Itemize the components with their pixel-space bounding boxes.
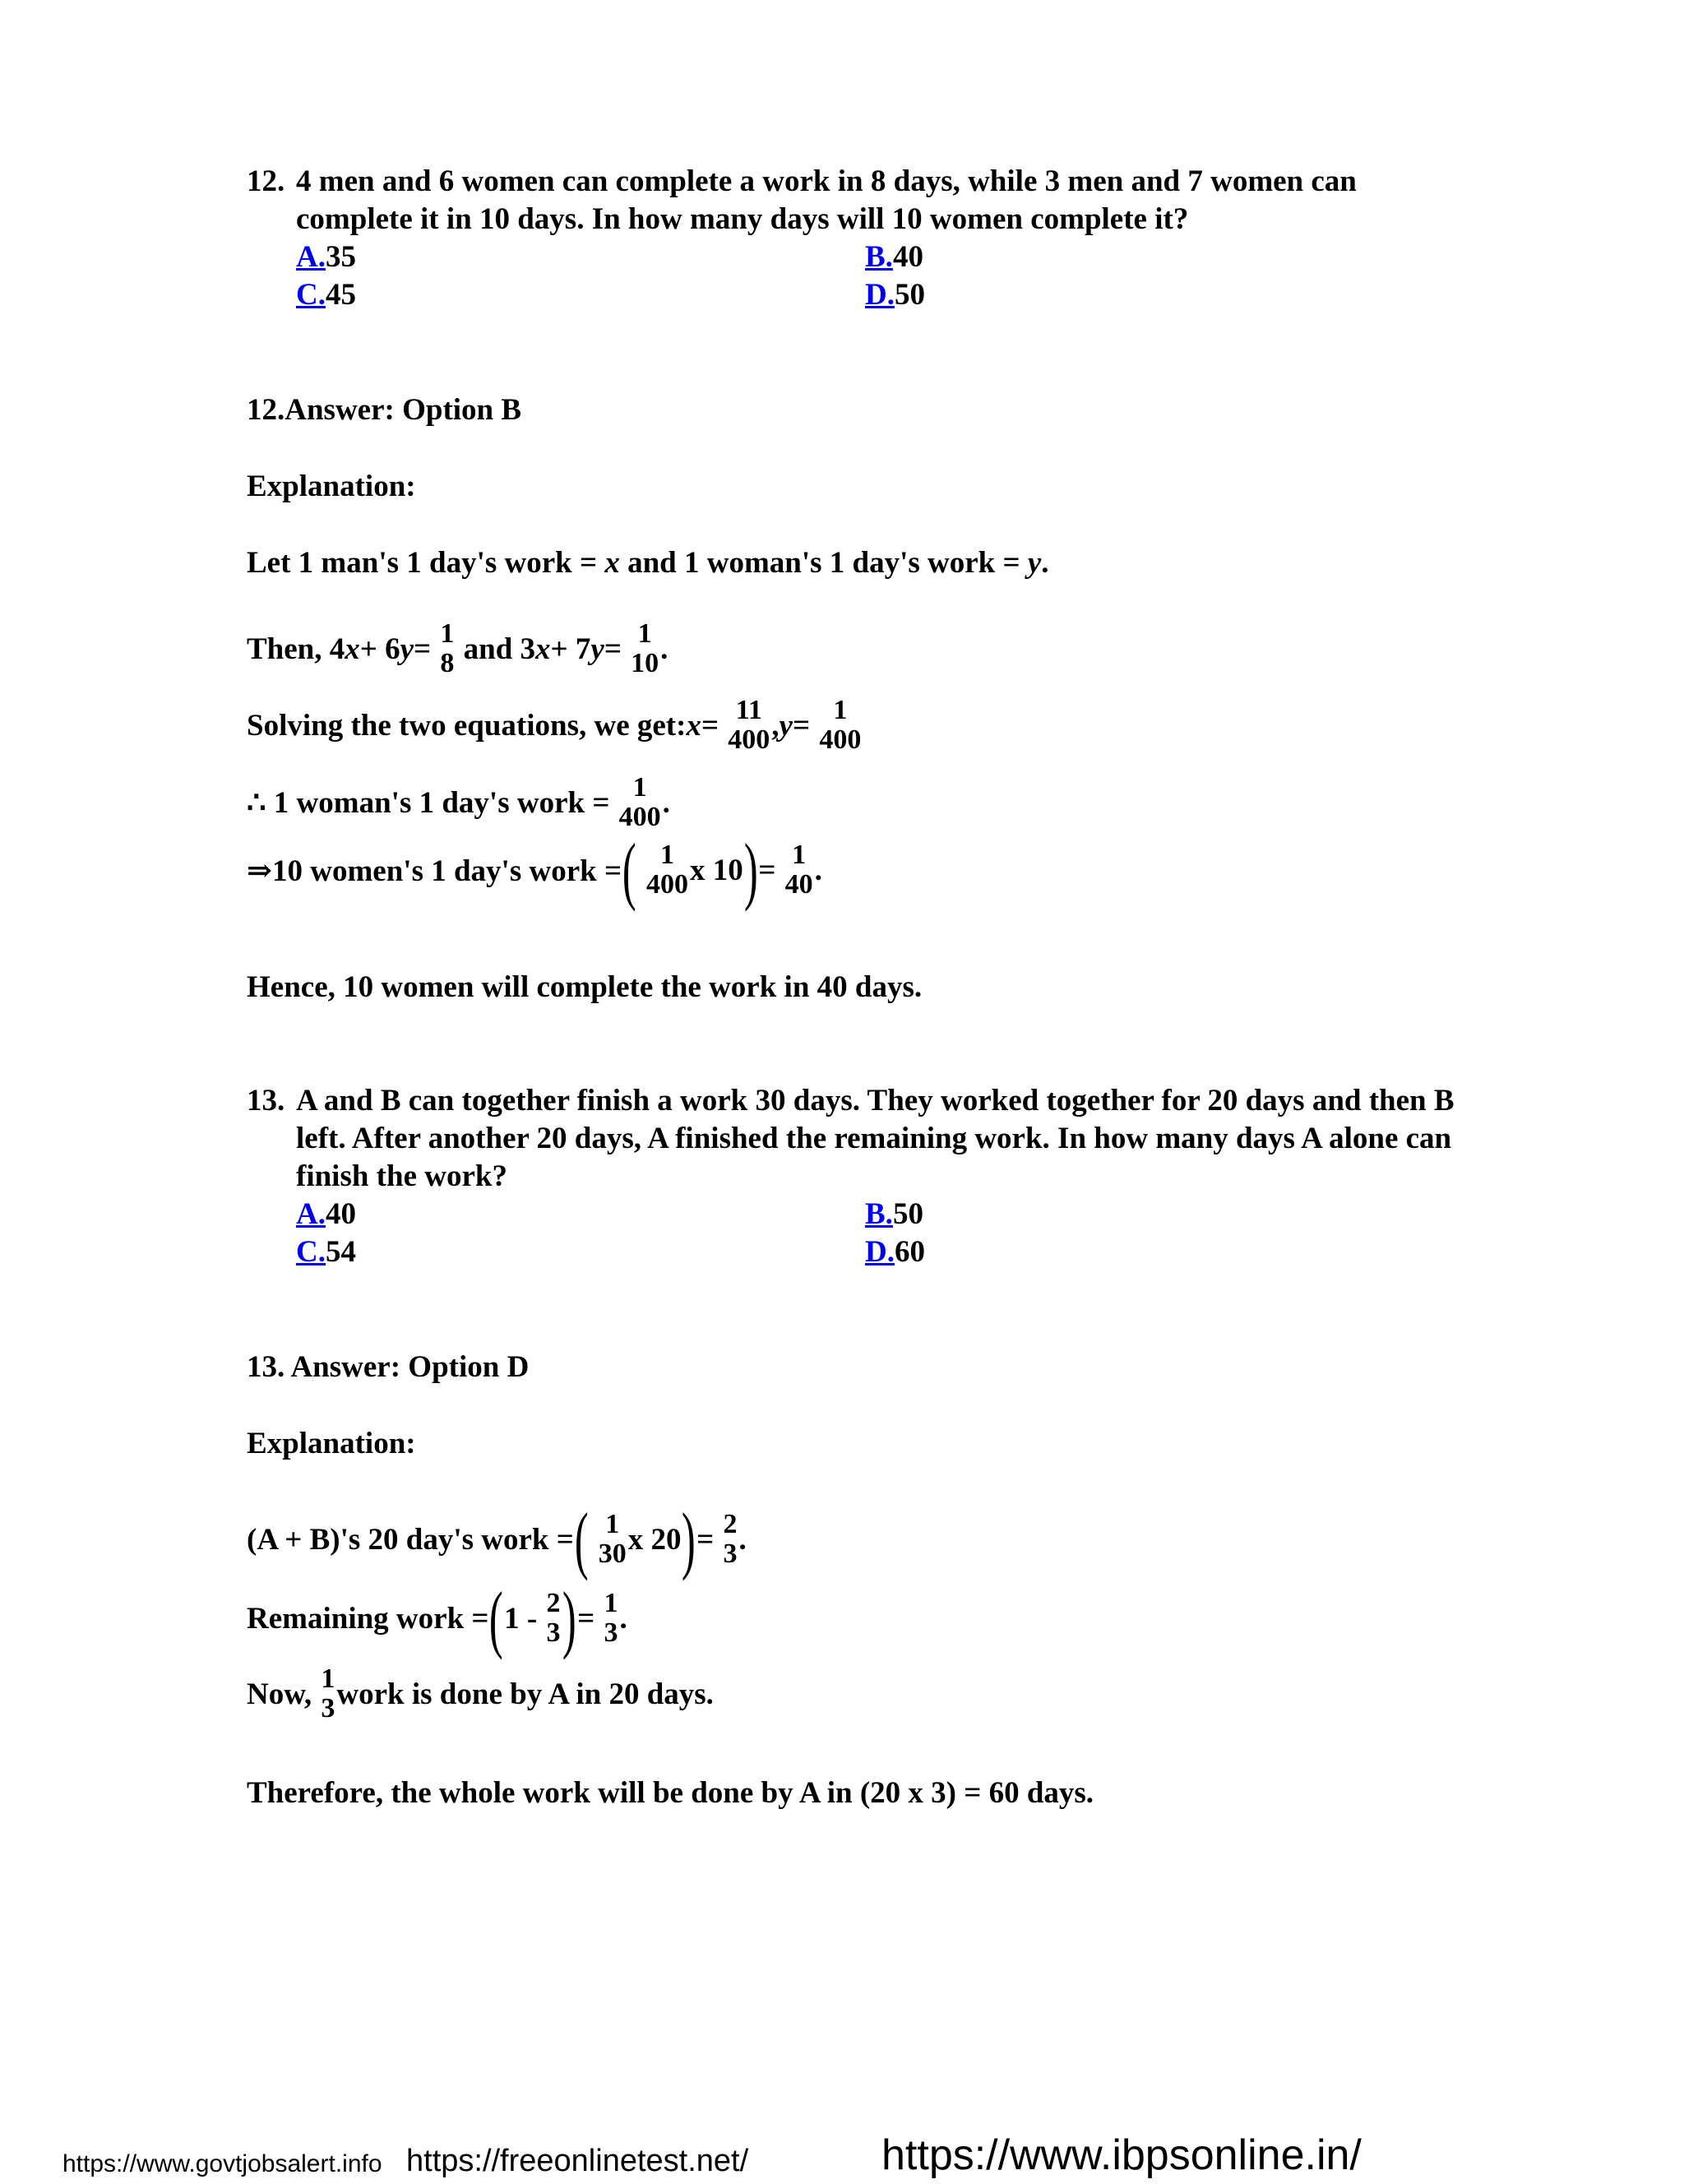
fraction: 1 400 bbox=[645, 840, 688, 900]
option-key[interactable]: C. bbox=[296, 278, 326, 312]
option-d[interactable] bbox=[865, 276, 925, 314]
answer-12: 12.Answer: Option B bbox=[247, 393, 522, 427]
solving-equations: Solving the two equations, we get:x= 11 400 ,y= 1 400 bbox=[247, 695, 862, 755]
fraction: 1 8 bbox=[440, 618, 455, 678]
option-c[interactable] bbox=[296, 276, 356, 314]
question-number: 12. bbox=[247, 164, 285, 198]
fraction: 1 30 bbox=[598, 1509, 627, 1569]
fraction: 1 10 bbox=[631, 618, 659, 678]
option-key[interactable]: D. bbox=[865, 1235, 895, 1269]
footer-link-govtjobsalert[interactable]: https://www.govtjobsalert.info bbox=[62, 2150, 382, 2177]
option-key[interactable]: C. bbox=[296, 1235, 326, 1269]
woman-work: ∴ 1 woman's 1 day's work = 1 400 . bbox=[247, 772, 670, 832]
option-a[interactable] bbox=[296, 238, 356, 276]
now-statement: Now, 1 3 work is done by A in 20 days. bbox=[247, 1663, 714, 1724]
option-value: 54 bbox=[325, 1235, 356, 1269]
question-13 bbox=[247, 1082, 1455, 1196]
option-b[interactable] bbox=[865, 1196, 923, 1233]
then-equations: Then, 4x+ 6y= 1 8 and 3x+ 7y= 1 10 . bbox=[247, 618, 669, 678]
hence-conclusion: Hence, 10 women will complete the work in 40 days. bbox=[247, 970, 923, 1004]
ab-work: (A + B)'s 20 day's work =( 1 30 x 20)= 2 3 . bbox=[247, 1497, 747, 1581]
fraction: 1 40 bbox=[784, 840, 813, 900]
option-c[interactable] bbox=[296, 1233, 356, 1271]
option-value: 40 bbox=[325, 1197, 356, 1231]
footer-link-ibpsonline[interactable]: https://www.ibpsonline.in/ bbox=[881, 2131, 1362, 2179]
fraction: 1 3 bbox=[604, 1588, 618, 1648]
option-key[interactable]: A. bbox=[296, 240, 326, 274]
explanation-label-12: Explanation: bbox=[247, 470, 416, 503]
option-value: 45 bbox=[325, 278, 356, 312]
option-value: 50 bbox=[892, 1197, 923, 1231]
option-value: 35 bbox=[325, 240, 356, 274]
fraction: 11 400 bbox=[728, 695, 770, 755]
option-value: 40 bbox=[892, 240, 923, 274]
option-value: 60 bbox=[894, 1235, 925, 1269]
fraction: 1 400 bbox=[618, 772, 661, 832]
question-number: 13. bbox=[247, 1084, 285, 1117]
option-key[interactable]: A. bbox=[296, 1197, 326, 1231]
option-value: 50 bbox=[894, 278, 925, 312]
footer-link-freeonlinetest[interactable]: https://freeonlinetest.net/ bbox=[406, 2144, 749, 2178]
option-key[interactable]: D. bbox=[865, 278, 895, 312]
explanation-label-13: Explanation: bbox=[247, 1427, 416, 1460]
question-text: A and B can together finish a work 30 days. They worked together for 20 days and then B left. After another 20 days, A finished the remaining work. In how many days A alone can finish the work? bbox=[296, 1084, 1455, 1193]
ten-women-work: ⇒10 women's 1 day's work =( 1 400 x 10)= 1 40 . bbox=[247, 828, 822, 912]
question-12 bbox=[247, 163, 1455, 238]
fraction: 2 3 bbox=[546, 1588, 561, 1648]
option-key[interactable]: B. bbox=[865, 1197, 893, 1231]
remaining-work: Remaining work =(1 - 2 3 )= 1 3 . bbox=[247, 1576, 627, 1660]
option-d[interactable] bbox=[865, 1233, 925, 1271]
fraction: 2 3 bbox=[723, 1509, 738, 1569]
answer-13: 13. Answer: Option D bbox=[247, 1350, 530, 1384]
let-statement: Let 1 man's 1 day's work = x and 1 woman's 1 day's work = y. bbox=[247, 546, 1049, 580]
fraction: 1 3 bbox=[321, 1663, 335, 1724]
option-key[interactable]: B. bbox=[865, 240, 893, 274]
fraction: 1 400 bbox=[819, 695, 862, 755]
question-text: 4 men and 6 women can complete a work in 8 days, while 3 men and 7 women can complete it in 10 days. In how many days will 10 women complete it? bbox=[296, 164, 1357, 236]
therefore-conclusion: Therefore, the whole work will be done by A in (20 x 3) = 60 days. bbox=[247, 1776, 1094, 1810]
option-a[interactable] bbox=[296, 1196, 356, 1233]
option-b[interactable] bbox=[865, 238, 923, 276]
